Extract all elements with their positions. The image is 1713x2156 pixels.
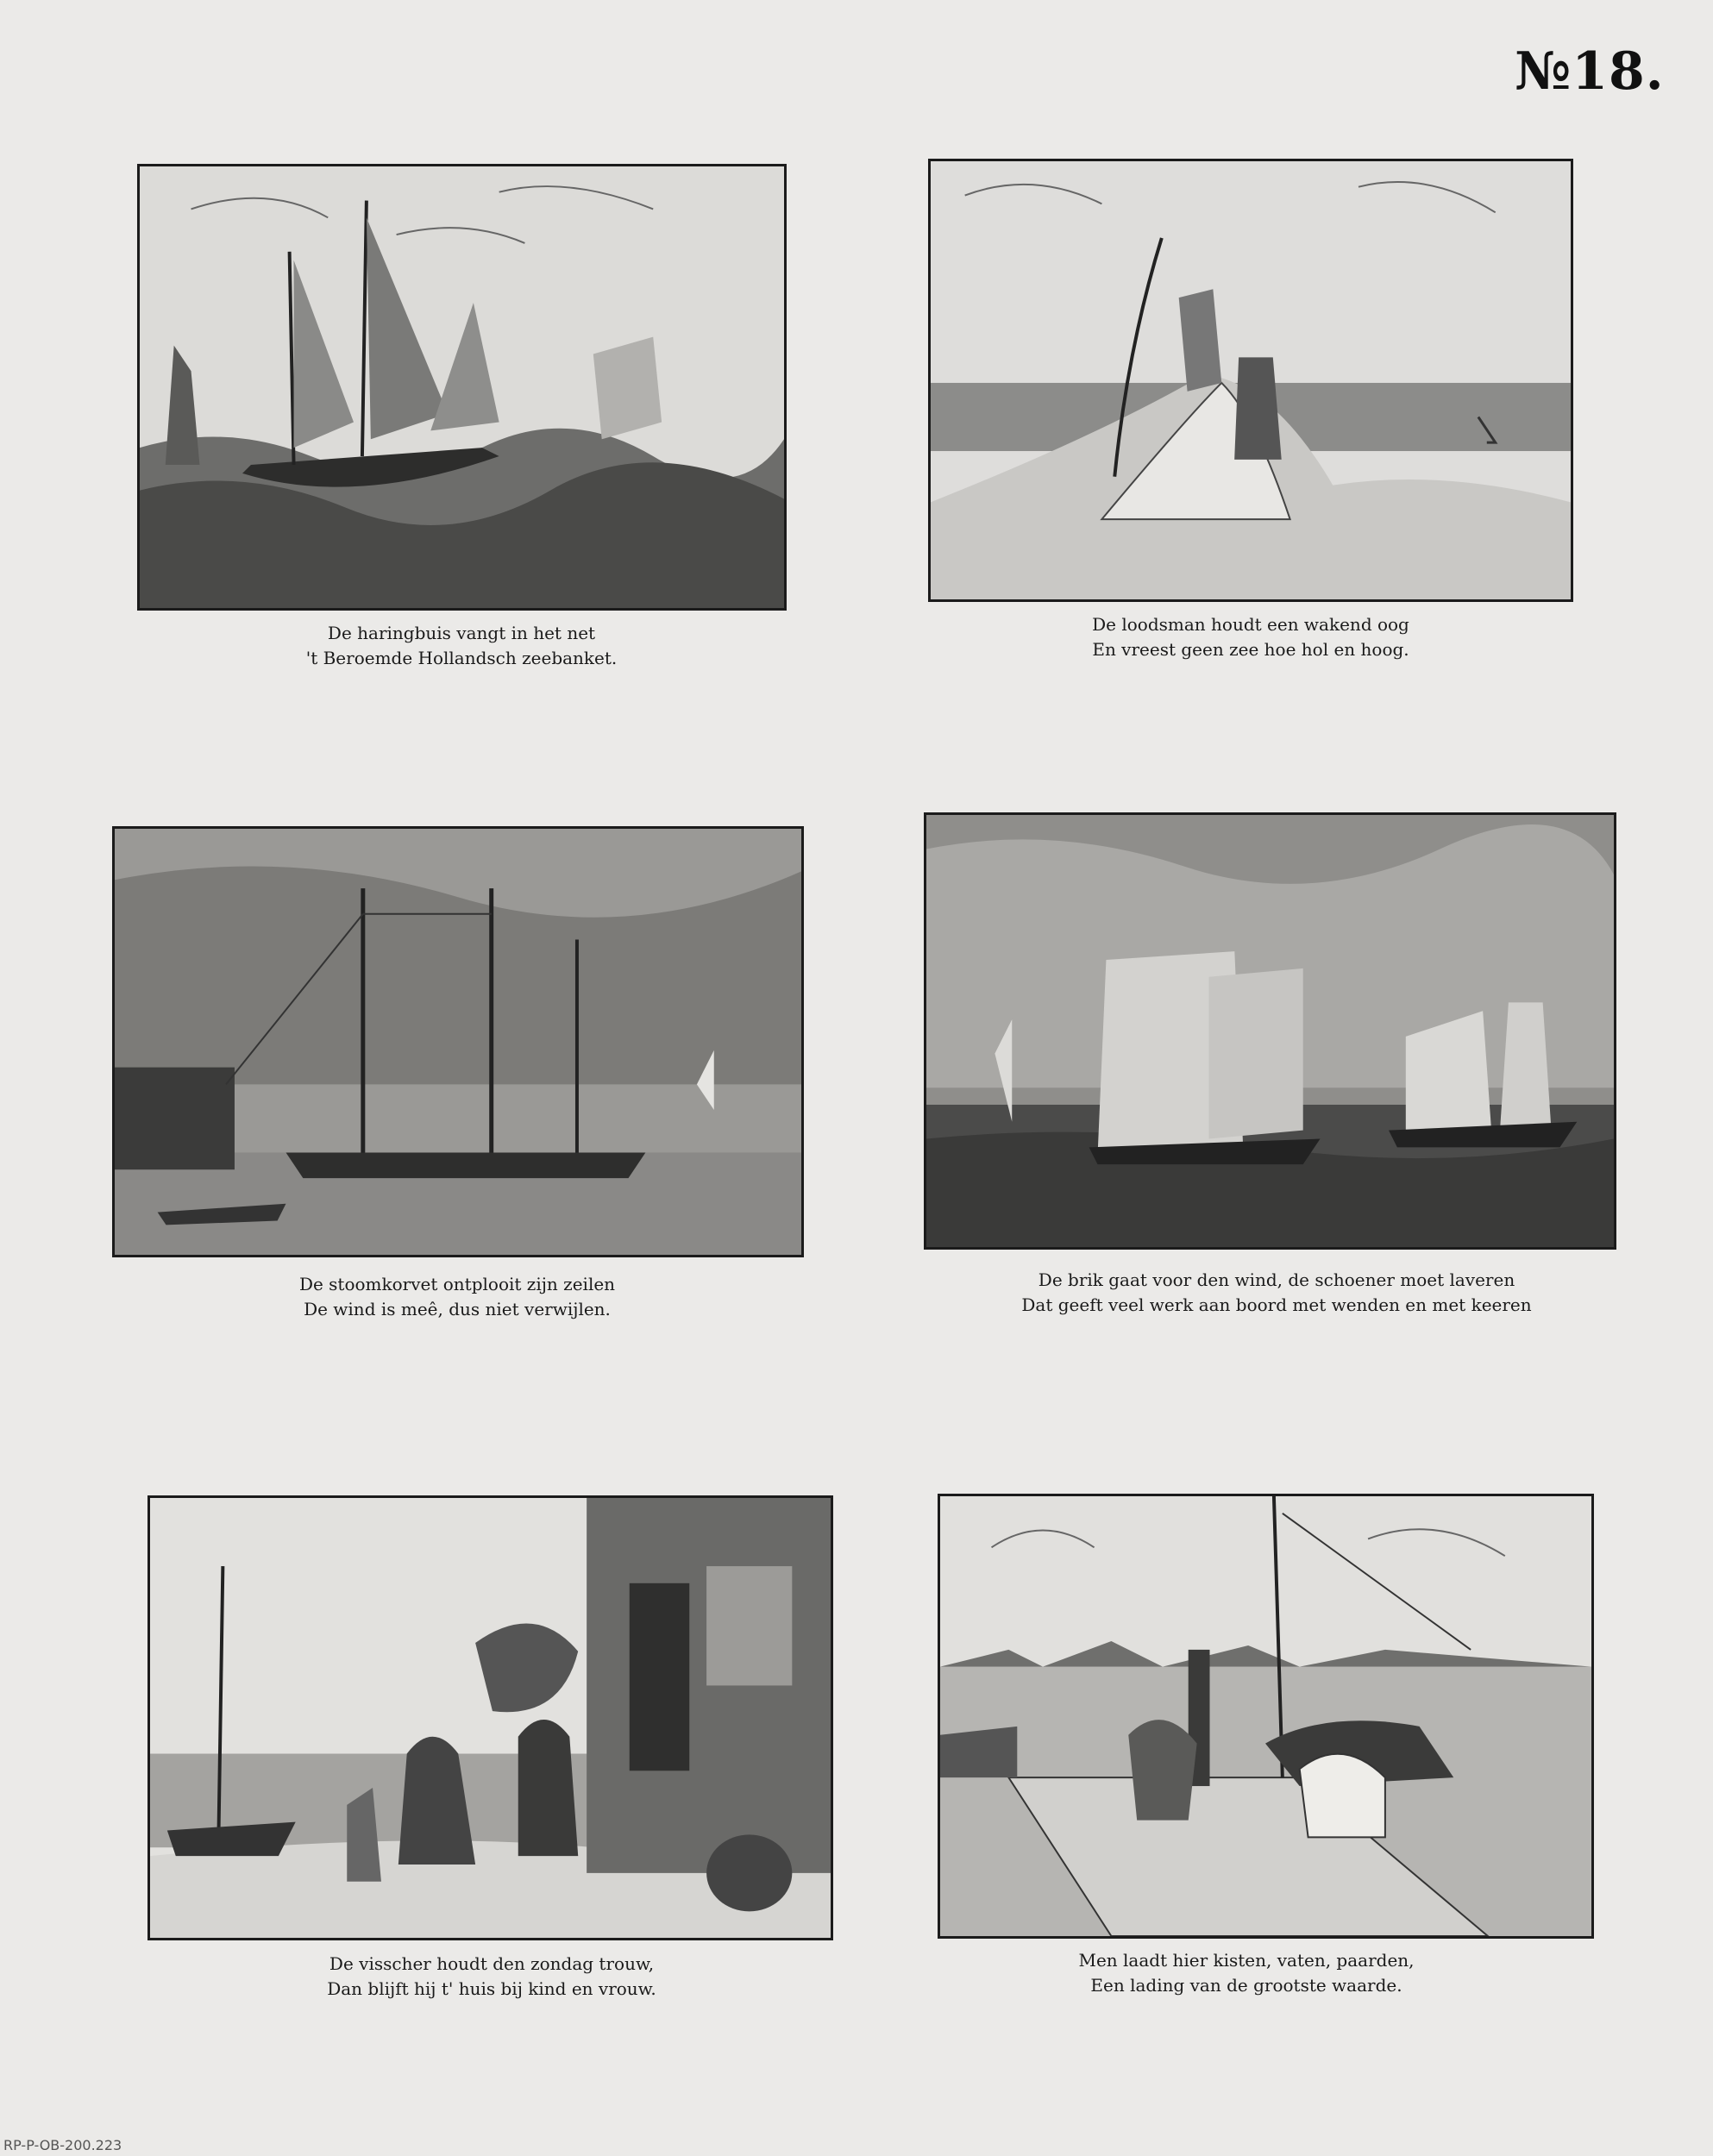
caption-pilot (1052, 612, 1449, 662)
caption-line: En vreest geen zee hoe hol en hoog. (1092, 639, 1409, 660)
caption-loading-quay (1065, 1948, 1428, 1998)
caption-herring-buss (289, 621, 634, 671)
caption-line: De stoomkorvet ontplooit zijn zeilen (298, 1274, 616, 1294)
sheet-number: №18. (1515, 41, 1665, 102)
caption-line: Men laadt hier kisten, vaten, paarden, (1078, 1950, 1415, 1971)
caption-steam-corvette (285, 1272, 630, 1322)
caption-line: Dan blijft hij t' huis bij kind en vrouw. (327, 1978, 656, 1999)
illustration-steam-corvette (112, 826, 804, 1257)
caption-line: De brik gaat voor den wind, de schoener moet laveren (1038, 1269, 1515, 1290)
caption-line: Een lading van de grootste waarde. (1090, 1975, 1402, 1996)
caption-line: De haringbuis vangt in het net (327, 623, 596, 643)
caption-line: 't Beroemde Hollandsch zeebanket. (305, 648, 618, 668)
illustration-brig-and-schooner (924, 812, 1616, 1250)
illustration-loading-quay (938, 1494, 1594, 1939)
caption-line: Dat geeft veel werk aan boord met wenden en met keeren (1021, 1294, 1532, 1315)
illustration-herring-buss (137, 164, 787, 611)
caption-brig-schooner (1009, 1268, 1544, 1318)
illustration-fisherman-sunday (147, 1495, 833, 1940)
caption-line: De wind is meê, dus niet verwijlen. (304, 1299, 611, 1319)
collection-mark: RP-P-OB-200.223 (3, 2137, 122, 2153)
caption-fisherman (311, 1952, 673, 2002)
caption-line: De visscher houdt den zondag trouw, (329, 1953, 655, 1974)
caption-line: De loodsman houdt een wakend oog (1092, 614, 1409, 635)
illustration-pilot-on-dune (928, 159, 1573, 602)
